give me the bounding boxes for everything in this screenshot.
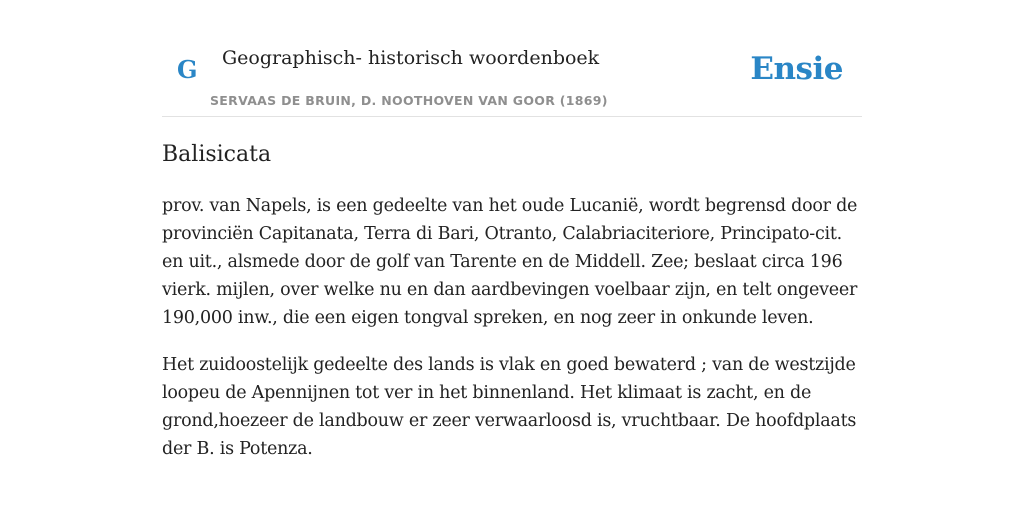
book-logo[interactable]: G bbox=[177, 55, 198, 84]
page bbox=[162, 0, 862, 512]
entry-paragraph: Het zuidoostelijk gedeelte des lands is vlak en goed bewaterd ; van de westzijde loopeu de Apennijnen tot ver in het binnenland. Het klimaat is zacht, en de grond,hoezeer de landbouw er zeer verwaarloosd is, vruchtbaar. De hoofdplaats der B. is Potenza. bbox=[162, 355, 857, 459]
ensie-logo-link[interactable]: Ensie bbox=[750, 51, 843, 87]
entry-paragraph: prov. van Napels, is een gedeelte van het oude Lucanië, wordt begrensd door de provinciën Capitanata, Terra di Bari, Otranto, Calabriaciteriore, Principato-cit. en uit., alsmede door de golf van Tarente en de Middell. Zee; beslaat circa 196 vierk. mijlen, over welke nu en dan aardbevingen voelbaar zijn, en telt ongeveer 190,000 inw., die een eigen tongval spreken, en nog zeer in onkunde leven. bbox=[162, 196, 858, 328]
entry-title: Balisicata bbox=[162, 142, 272, 167]
book-header bbox=[162, 0, 862, 117]
book-title-link[interactable]: Geographisch- historisch woordenboek bbox=[222, 47, 600, 69]
book-author: SERVAAS DE BRUIN, D. NOOTHOVEN VAN GOOR (1869) bbox=[210, 93, 608, 108]
entry-body bbox=[162, 192, 862, 482]
